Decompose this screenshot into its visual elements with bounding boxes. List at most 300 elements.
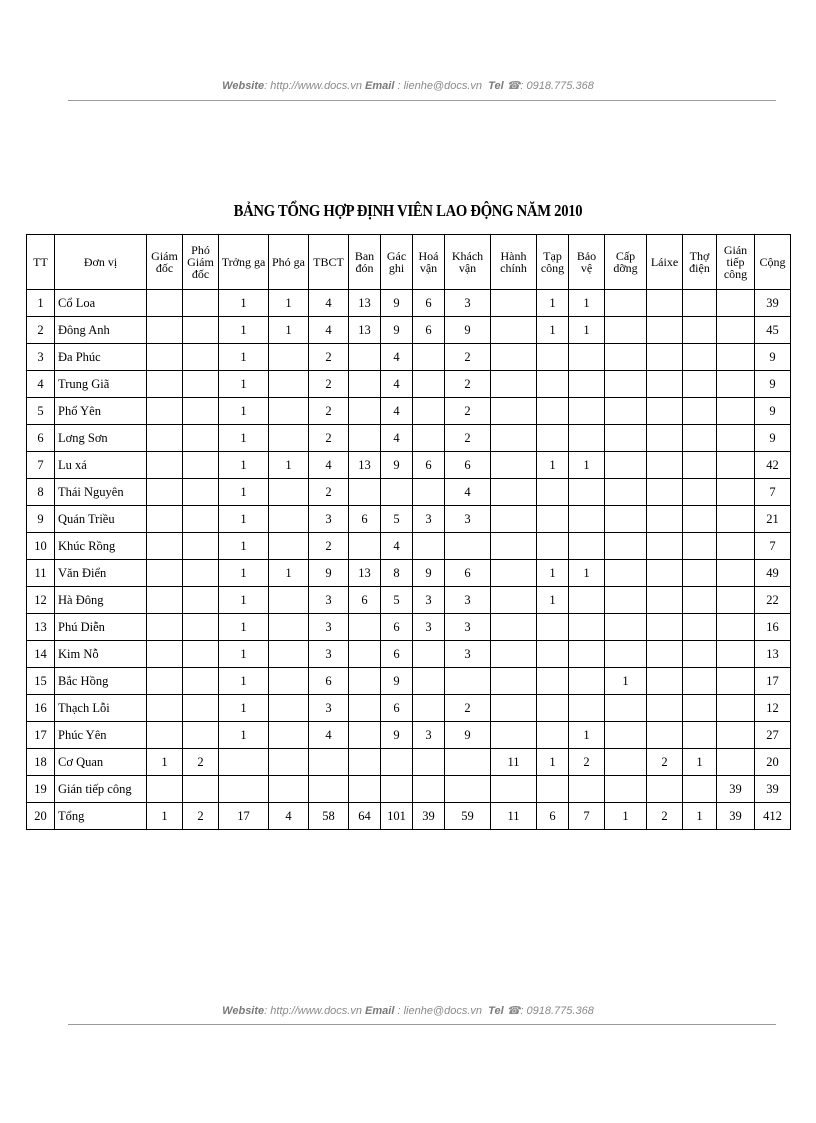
table-cell [445, 533, 491, 560]
unit-name: Gián tiếp công [55, 776, 147, 803]
table-cell [683, 533, 717, 560]
table-cell [683, 614, 717, 641]
table-cell: 101 [381, 803, 413, 830]
table-cell: 1 [147, 803, 183, 830]
table-cell [569, 614, 605, 641]
table-cell [647, 614, 683, 641]
table-cell [381, 776, 413, 803]
table-cell [147, 290, 183, 317]
phone-icon: ☎ [506, 1005, 521, 1017]
row-number: 15 [27, 668, 55, 695]
column-header: Cộng [755, 235, 791, 290]
table-cell: 1 [537, 452, 569, 479]
table-cell [183, 479, 219, 506]
unit-name: Tổng [55, 803, 147, 830]
header-rule [68, 100, 776, 101]
table-cell: 9 [381, 290, 413, 317]
row-number: 19 [27, 776, 55, 803]
table-cell: 27 [755, 722, 791, 749]
table-cell [491, 641, 537, 668]
table-cell [537, 344, 569, 371]
header-email-value: : lienhe@docs.vn [394, 80, 483, 92]
table-cell: 2 [309, 425, 349, 452]
row-number: 10 [27, 533, 55, 560]
table-cell [413, 533, 445, 560]
column-header: Khách vận [445, 235, 491, 290]
table-cell: 9 [413, 560, 445, 587]
table-cell [647, 695, 683, 722]
row-number: 9 [27, 506, 55, 533]
table-cell [269, 587, 309, 614]
row-number: 12 [27, 587, 55, 614]
table-cell [269, 641, 309, 668]
table-row [27, 452, 791, 479]
table-cell: 1 [569, 560, 605, 587]
row-number: 8 [27, 479, 55, 506]
row-number: 5 [27, 398, 55, 425]
table-cell: 1 [537, 317, 569, 344]
table-cell [147, 479, 183, 506]
table-cell: 1 [219, 614, 269, 641]
table-cell: 1 [683, 749, 717, 776]
table-cell [183, 614, 219, 641]
table-cell [183, 776, 219, 803]
table-cell: 6 [413, 317, 445, 344]
table-cell [381, 749, 413, 776]
table-cell: 4 [309, 290, 349, 317]
table-cell: 11 [491, 749, 537, 776]
table-cell: 20 [755, 749, 791, 776]
table-cell [717, 344, 755, 371]
row-number: 3 [27, 344, 55, 371]
table-row [27, 695, 791, 722]
table-cell [647, 776, 683, 803]
table-cell: 49 [755, 560, 791, 587]
table-cell: 2 [309, 371, 349, 398]
table-cell: 6 [381, 695, 413, 722]
table-cell: 1 [219, 317, 269, 344]
table-cell: 13 [349, 452, 381, 479]
table-cell [605, 587, 647, 614]
table-cell [183, 560, 219, 587]
table-cell [717, 479, 755, 506]
unit-name: Thái Nguyên [55, 479, 147, 506]
table-cell [717, 668, 755, 695]
table-cell: 9 [381, 668, 413, 695]
unit-name: Hà Đông [55, 587, 147, 614]
table-cell [537, 668, 569, 695]
table-cell: 5 [381, 506, 413, 533]
column-header: Cấp dỡng [605, 235, 647, 290]
column-header: Gác ghi [381, 235, 413, 290]
table-cell [349, 614, 381, 641]
row-number: 7 [27, 452, 55, 479]
table-cell: 8 [381, 560, 413, 587]
table-cell [605, 290, 647, 317]
table-cell [717, 560, 755, 587]
table-cell [647, 398, 683, 425]
row-number: 13 [27, 614, 55, 641]
table-cell: 9 [445, 317, 491, 344]
table-cell [491, 776, 537, 803]
table-cell: 412 [755, 803, 791, 830]
table-cell: 4 [381, 533, 413, 560]
table-cell [717, 695, 755, 722]
table-cell [183, 344, 219, 371]
table-cell: 1 [147, 749, 183, 776]
table-cell [569, 668, 605, 695]
table-cell [491, 344, 537, 371]
table-header-row [27, 235, 791, 290]
table-cell [647, 371, 683, 398]
table-cell [605, 776, 647, 803]
table-cell [605, 614, 647, 641]
table-cell [537, 371, 569, 398]
table-cell: 1 [219, 290, 269, 317]
table-row [27, 506, 791, 533]
column-header: Giám đốc [147, 235, 183, 290]
table-cell: 1 [537, 560, 569, 587]
table-cell [683, 560, 717, 587]
table-cell: 1 [219, 533, 269, 560]
footer-email-label: Email [365, 1005, 395, 1017]
column-header: Gián tiếp công [717, 235, 755, 290]
table-cell: 13 [349, 560, 381, 587]
table-cell: 3 [309, 614, 349, 641]
table-cell: 1 [219, 695, 269, 722]
unit-name: Bắc Hồng [55, 668, 147, 695]
table-cell: 39 [413, 803, 445, 830]
table-cell [147, 506, 183, 533]
table-cell: 2 [445, 425, 491, 452]
table-cell [717, 641, 755, 668]
footer-website-value: : http://www.docs.vn [264, 1005, 362, 1017]
table-cell [683, 317, 717, 344]
column-header: Hành chính [491, 235, 537, 290]
table-cell [349, 668, 381, 695]
column-header: Hoá vận [413, 235, 445, 290]
table-cell: 3 [309, 587, 349, 614]
table-cell [605, 695, 647, 722]
table-cell: 6 [445, 560, 491, 587]
table-cell [569, 506, 605, 533]
table-cell: 1 [269, 452, 309, 479]
table-cell [309, 776, 349, 803]
table-cell [183, 668, 219, 695]
table-cell [537, 479, 569, 506]
table-cell [413, 479, 445, 506]
table-cell: 39 [717, 776, 755, 803]
table-cell: 1 [219, 425, 269, 452]
table-cell [413, 695, 445, 722]
table-cell [717, 398, 755, 425]
table-cell [491, 290, 537, 317]
table-cell: 1 [537, 749, 569, 776]
table-cell [491, 506, 537, 533]
table-cell [647, 533, 683, 560]
table-cell [147, 641, 183, 668]
table-cell [147, 344, 183, 371]
table-cell: 58 [309, 803, 349, 830]
table-cell: 16 [755, 614, 791, 641]
table-cell: 2 [647, 803, 683, 830]
table-cell [491, 452, 537, 479]
table-cell [569, 533, 605, 560]
table-cell: 64 [349, 803, 381, 830]
table-cell [717, 506, 755, 533]
table-cell [183, 506, 219, 533]
table-cell [605, 533, 647, 560]
table-cell: 1 [569, 722, 605, 749]
table-cell [683, 425, 717, 452]
table-cell: 9 [309, 560, 349, 587]
table-cell [349, 533, 381, 560]
table-cell [537, 641, 569, 668]
table-cell [569, 641, 605, 668]
table-cell [269, 425, 309, 452]
table-cell [413, 344, 445, 371]
table-cell [147, 533, 183, 560]
table-cell: 2 [309, 479, 349, 506]
table-cell [683, 452, 717, 479]
footer-rule [68, 1024, 776, 1025]
table-cell [537, 695, 569, 722]
table-cell [445, 668, 491, 695]
table-cell [537, 398, 569, 425]
table-cell: 1 [569, 317, 605, 344]
table-cell: 3 [309, 506, 349, 533]
table-cell: 1 [269, 290, 309, 317]
table-cell [491, 371, 537, 398]
footer-website-label: Website [222, 1005, 265, 1017]
table-cell [413, 668, 445, 695]
unit-name: Phổ Yên [55, 398, 147, 425]
table-cell: 6 [381, 614, 413, 641]
table-cell: 45 [755, 317, 791, 344]
table-cell [491, 722, 537, 749]
table-cell: 2 [309, 398, 349, 425]
table-cell [445, 749, 491, 776]
table-cell [717, 533, 755, 560]
table-row [27, 425, 791, 452]
table-cell: 6 [309, 668, 349, 695]
table-cell [537, 533, 569, 560]
column-header: Trởng ga [219, 235, 269, 290]
row-number: 6 [27, 425, 55, 452]
table-cell: 42 [755, 452, 791, 479]
table-cell [605, 722, 647, 749]
table-cell [569, 371, 605, 398]
table-cell [537, 425, 569, 452]
table-cell [349, 749, 381, 776]
table-cell [269, 533, 309, 560]
table-row [27, 344, 791, 371]
table-cell: 2 [647, 749, 683, 776]
table-cell [683, 776, 717, 803]
table-cell [683, 587, 717, 614]
table-cell [147, 425, 183, 452]
table-cell: 4 [269, 803, 309, 830]
table-cell [717, 371, 755, 398]
table-cell: 3 [413, 722, 445, 749]
column-header: Phó ga [269, 235, 309, 290]
table-cell: 1 [537, 587, 569, 614]
table-cell: 7 [755, 479, 791, 506]
table-cell [413, 776, 445, 803]
table-cell [349, 344, 381, 371]
table-cell [491, 560, 537, 587]
table-cell [717, 452, 755, 479]
table-cell: 5 [381, 587, 413, 614]
table-row [27, 479, 791, 506]
row-number: 1 [27, 290, 55, 317]
table-cell [491, 695, 537, 722]
table-cell: 1 [219, 371, 269, 398]
phone-icon: ☎ [506, 80, 521, 92]
table-cell [647, 344, 683, 371]
table-cell [269, 398, 309, 425]
table-cell [349, 695, 381, 722]
table-cell [381, 479, 413, 506]
table-cell [269, 371, 309, 398]
table-cell [219, 749, 269, 776]
table-cell [683, 371, 717, 398]
table-cell: 9 [445, 722, 491, 749]
table-cell: 1 [569, 290, 605, 317]
table-cell [491, 614, 537, 641]
table-cell [219, 776, 269, 803]
table-cell: 1 [219, 587, 269, 614]
column-header: Đơn vị [55, 235, 147, 290]
header-tel-value: : 0918.775.368 [520, 80, 594, 92]
table-cell: 4 [445, 479, 491, 506]
table-cell [717, 722, 755, 749]
table-cell: 2 [309, 533, 349, 560]
table-cell: 1 [219, 722, 269, 749]
table-cell [349, 425, 381, 452]
table-row [27, 290, 791, 317]
row-number: 4 [27, 371, 55, 398]
header-tel-label: Tel [488, 80, 504, 92]
table-cell [683, 290, 717, 317]
table-cell [147, 776, 183, 803]
table-cell: 2 [569, 749, 605, 776]
table-cell [269, 479, 309, 506]
table-cell [605, 479, 647, 506]
table-cell: 4 [381, 344, 413, 371]
table-cell: 9 [381, 452, 413, 479]
table-cell: 9 [755, 344, 791, 371]
table-cell: 1 [569, 452, 605, 479]
unit-name: Văn Điển [55, 560, 147, 587]
table-cell [269, 776, 309, 803]
table-row [27, 803, 791, 830]
table-cell [183, 425, 219, 452]
table-cell [569, 695, 605, 722]
row-number: 14 [27, 641, 55, 668]
table-cell: 22 [755, 587, 791, 614]
table-row [27, 371, 791, 398]
unit-name: Kim Nỗ [55, 641, 147, 668]
table-cell: 1 [219, 560, 269, 587]
table-cell [147, 317, 183, 344]
table-row [27, 533, 791, 560]
table-cell [683, 398, 717, 425]
table-cell [183, 695, 219, 722]
table-cell [413, 371, 445, 398]
table-cell: 2 [183, 749, 219, 776]
table-cell [147, 695, 183, 722]
table-cell [647, 587, 683, 614]
table-cell [269, 344, 309, 371]
table-cell [605, 344, 647, 371]
table-cell: 3 [445, 290, 491, 317]
table-cell [349, 722, 381, 749]
table-cell: 2 [445, 371, 491, 398]
table-cell: 1 [219, 506, 269, 533]
table-cell: 1 [605, 803, 647, 830]
page-header [0, 79, 816, 92]
table-cell: 6 [349, 506, 381, 533]
header-email-label: Email [365, 80, 395, 92]
table-cell: 9 [381, 722, 413, 749]
table-cell [349, 776, 381, 803]
table-cell [183, 452, 219, 479]
column-header: TT [27, 235, 55, 290]
table-cell [569, 776, 605, 803]
table-row [27, 668, 791, 695]
table-cell: 11 [491, 803, 537, 830]
table-row [27, 749, 791, 776]
table-cell [683, 344, 717, 371]
table-cell: 2 [445, 398, 491, 425]
table-cell: 7 [569, 803, 605, 830]
table-cell [349, 641, 381, 668]
table-cell [647, 560, 683, 587]
staffing-table [26, 234, 791, 830]
table-cell: 39 [717, 803, 755, 830]
table-cell [647, 722, 683, 749]
table-cell [605, 371, 647, 398]
table-cell [717, 290, 755, 317]
table-cell: 17 [755, 668, 791, 695]
row-number: 16 [27, 695, 55, 722]
table-cell: 3 [309, 641, 349, 668]
row-number: 20 [27, 803, 55, 830]
table-cell [147, 452, 183, 479]
table-cell: 2 [445, 344, 491, 371]
table-cell: 1 [219, 668, 269, 695]
table-cell [683, 479, 717, 506]
table-cell: 3 [309, 695, 349, 722]
table-cell: 9 [755, 425, 791, 452]
table-cell [491, 479, 537, 506]
table-cell: 2 [309, 344, 349, 371]
table-cell: 1 [605, 668, 647, 695]
table-cell [147, 560, 183, 587]
table-cell [147, 371, 183, 398]
footer-email-value: : lienhe@docs.vn [394, 1005, 483, 1017]
table-row [27, 641, 791, 668]
footer-tel-value: : 0918.775.368 [520, 1005, 594, 1017]
unit-name: Quán Triều [55, 506, 147, 533]
table-cell [605, 398, 647, 425]
table-cell [569, 344, 605, 371]
table-cell [183, 398, 219, 425]
table-cell [413, 398, 445, 425]
header-website-value: : http://www.docs.vn [264, 80, 362, 92]
table-cell [605, 425, 647, 452]
